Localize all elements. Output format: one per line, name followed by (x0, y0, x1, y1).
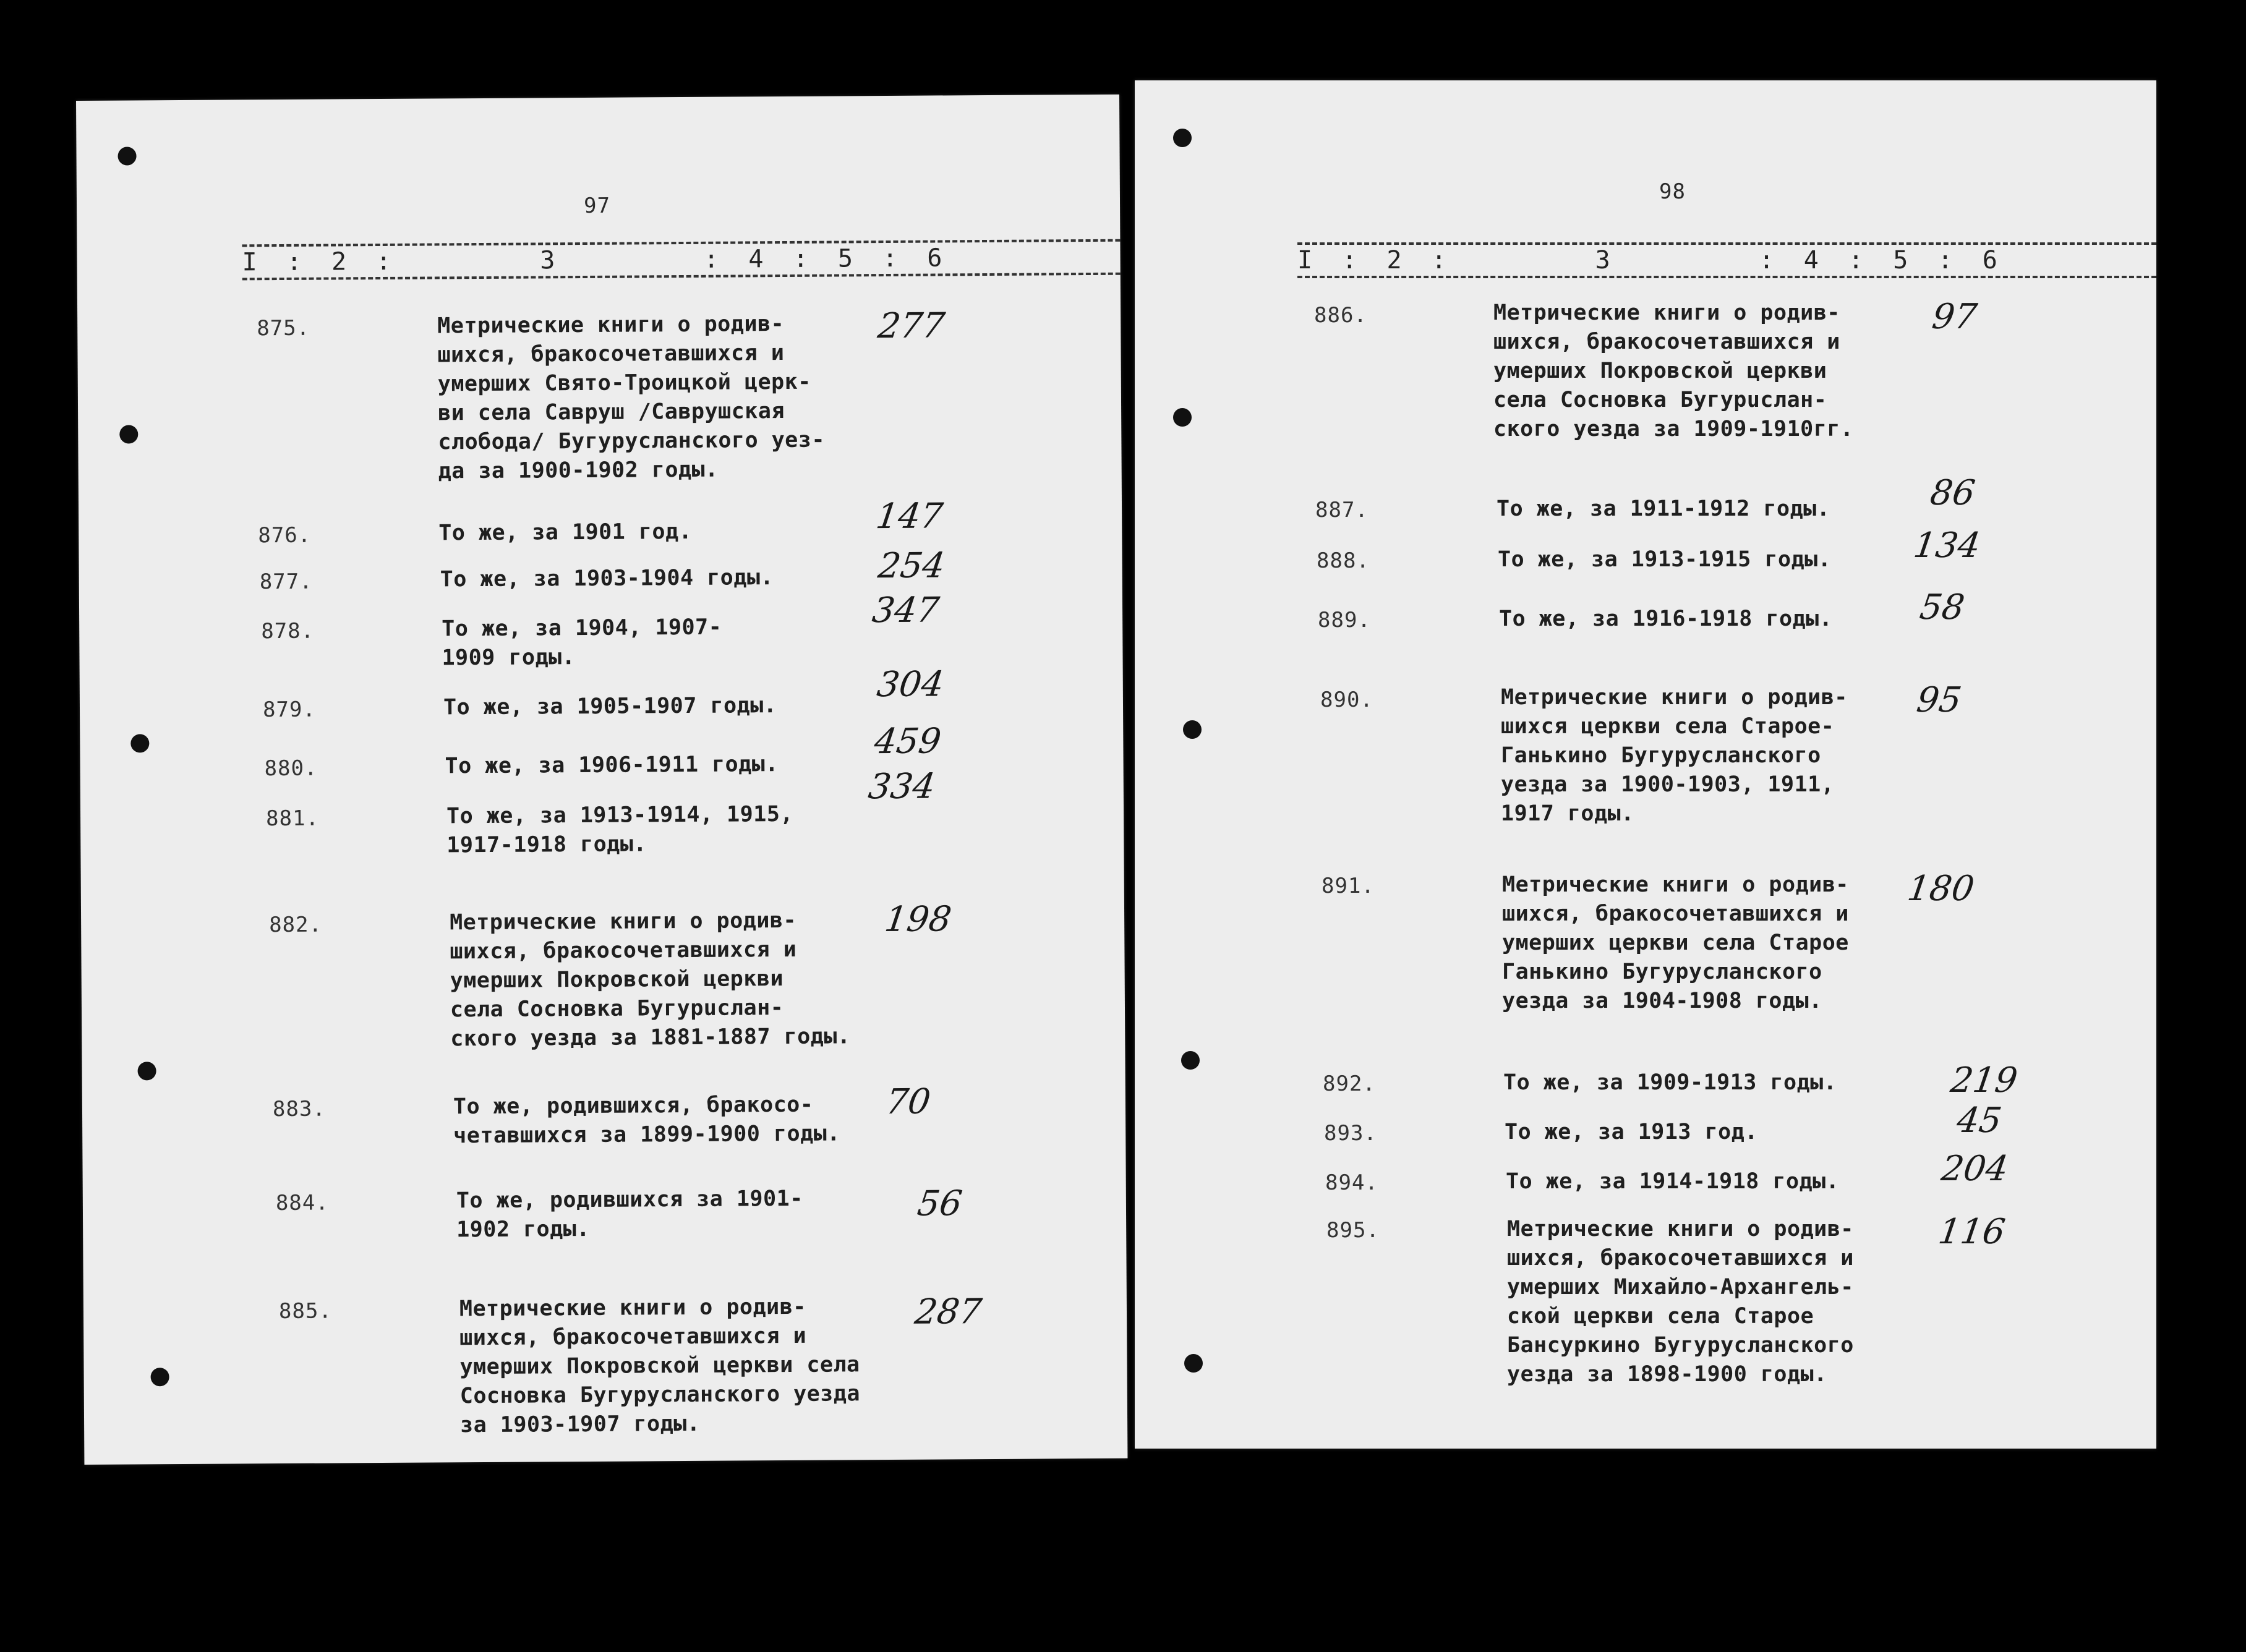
entry-number: 882. (269, 912, 323, 938)
punch-hole (1184, 1354, 1203, 1373)
column-header: I : 2 : 3 : 4 : 5 : 6 (242, 239, 1120, 281)
right-page (1135, 80, 2156, 1449)
punch-hole (1183, 720, 1202, 739)
handwritten-count: 304 (874, 664, 947, 705)
column-header: I : 2 : 3 : 4 : 5 : 6 (1297, 242, 2156, 278)
entry-description: Метрические книги о родив- шихся, бракосочетавшихся и умерших Покровской церкви села Сосновка Бугурuслан- ского уезда за 1881-1887 годы. (450, 908, 851, 1052)
handwritten-count: 70 (883, 1081, 933, 1123)
entry-description: То же, за 1905-1907 годы. (443, 693, 777, 720)
entry-number: 880. (264, 756, 318, 781)
entry-number: 876. (258, 522, 312, 548)
entry-number: 887. (1315, 498, 1369, 522)
handwritten-count: 134 (1911, 526, 1983, 566)
entry-description: То же, за 1911-1912 годы. (1497, 496, 1830, 521)
punch-hole (1173, 129, 1192, 147)
entry-number: 895. (1326, 1218, 1380, 1243)
entry-description: Метрические книги о родив- шихся, бракосочетавшихся и умерших Покровской церкви села Сосновка Бугурuслан- ского уезда за 1909-1910гг. (1493, 300, 1854, 441)
entry-number: 875. (257, 315, 310, 341)
handwritten-count: 45 (1954, 1101, 2004, 1141)
handwritten-count: 347 (869, 590, 942, 631)
handwritten-count: 180 (1905, 869, 1977, 909)
entry-description: То же, за 1913-1915 годы. (1498, 547, 1832, 572)
entry-description: Метрические книги о родив- шихся, бракосочетавшихся и умерших Покровской церкви села Сосновка Бугурусланского уезда за 1903-1907 годы. (459, 1294, 861, 1438)
entry-description: Метрические книги о родив- шихся церкви села Старое- Ганькино Бугурусланского уезда за 1900-1903, 1911, 1917 годы. (1501, 685, 1848, 826)
page-number: 97 (583, 193, 611, 218)
entry-description: То же, за 1916-1918 годы. (1499, 607, 1833, 631)
entry-description: То же, за 1913 год. (1505, 1120, 1758, 1144)
punch-hole (130, 734, 149, 752)
page-number: 98 (1659, 179, 1686, 204)
punch-hole (137, 1062, 156, 1080)
punch-hole (151, 1368, 169, 1386)
entry-number: 883. (272, 1096, 326, 1122)
entry-description: То же, родившихся за 1901- 1902 годы. (456, 1186, 803, 1243)
handwritten-count: 97 (1929, 297, 1979, 337)
punch-hole (119, 425, 138, 443)
handwritten-count: 58 (1917, 587, 1967, 628)
entry-description: То же, за 1901 год. (438, 519, 693, 546)
entry-number: 879. (262, 697, 317, 723)
entry-number: 890. (1320, 688, 1373, 712)
handwritten-count: 56 (915, 1183, 965, 1224)
entry-number: 888. (1317, 548, 1370, 573)
entry-number: 881. (265, 806, 320, 832)
punch-hole (1181, 1051, 1200, 1070)
entry-description: То же, родившихся, бракосо- четавшихся за 1899-1900 годы. (453, 1092, 840, 1149)
left-page (76, 95, 1127, 1465)
entry-number: 889. (1318, 608, 1371, 632)
entry-description: Метрические книги о родив- шихся, бракосочетавшихся и умерших Михайло-Архангель- ской церкви села Старое Бансуркино Бугурусланского уезда за 1898-1900 годы. (1507, 1217, 1854, 1387)
handwritten-count: 116 (1936, 1212, 2008, 1252)
entry-number: 893. (1324, 1121, 1377, 1146)
handwritten-count: 287 (912, 1292, 984, 1332)
entry-number: 884. (275, 1190, 329, 1216)
handwritten-count: 334 (866, 766, 938, 807)
entry-description: Метрические книги о родив- шихся, бракосочетавшихся и умерших Свято-Троицкой церк- ви села Савруш /Саврушская слобода/ Бугурусланского уез- да за 1900-1902 годы. (437, 312, 826, 484)
entry-description: То же, за 1909-1913 годы. (1503, 1070, 1837, 1095)
entry-description: Метрические книги о родив- шихся, бракосочетавшихся и умерших церкви села Старое Ганькино Бугурусланского уезда за 1904-1908 годы. (1502, 872, 1849, 1013)
handwritten-count: 254 (876, 545, 947, 587)
handwritten-count: 219 (1948, 1060, 2020, 1101)
handwritten-count: 147 (873, 496, 946, 537)
entry-number: 892. (1323, 1071, 1376, 1096)
entry-number: 891. (1322, 874, 1375, 898)
punch-hole (117, 147, 136, 165)
entry-description: То же, за 1906-1911 годы. (445, 752, 779, 779)
handwritten-count: 204 (1939, 1149, 2011, 1189)
handwritten-count: 459 (871, 721, 944, 762)
handwritten-count: 95 (1914, 680, 1964, 720)
entry-number: 878. (261, 618, 315, 644)
entry-number: 894. (1325, 1170, 1378, 1195)
entry-description: То же, за 1914-1918 годы. (1506, 1169, 1840, 1194)
handwritten-count: 86 (1928, 473, 1978, 513)
entry-number: 877. (259, 569, 313, 595)
handwritten-count: 277 (875, 305, 947, 347)
punch-hole (1173, 408, 1192, 427)
handwritten-count: 198 (882, 899, 954, 940)
entry-description: То же, за 1903-1904 годы. (440, 565, 774, 592)
entry-description: То же, за 1913-1914, 1915, 1917-1918 годы. (446, 801, 794, 858)
entry-number: 885. (278, 1298, 332, 1324)
entry-description: То же, за 1904, 1907- 1909 годы. (442, 615, 722, 671)
entry-number: 886. (1314, 303, 1367, 328)
